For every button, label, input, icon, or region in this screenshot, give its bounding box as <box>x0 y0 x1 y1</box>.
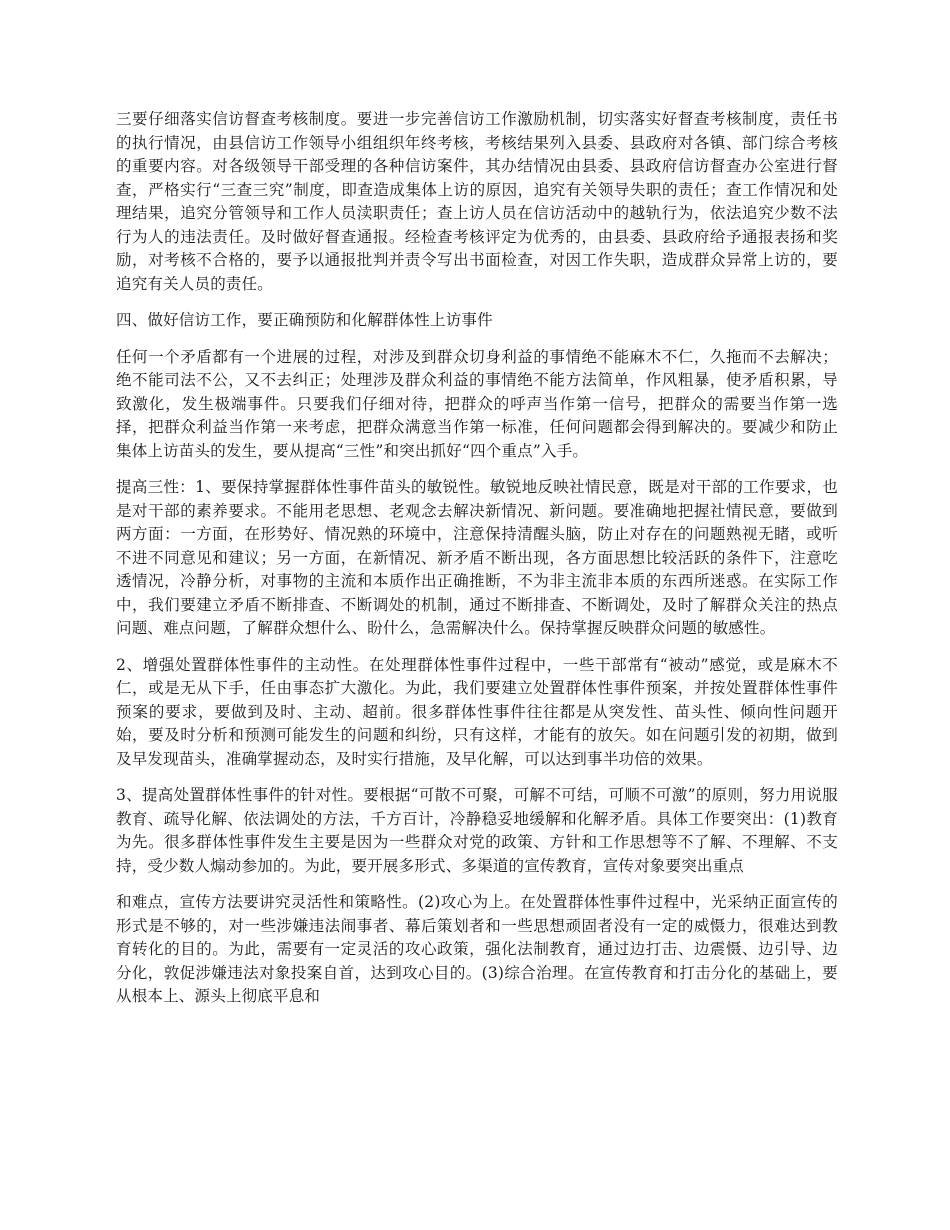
section-heading-four: 四、做好信访工作，要正确预防和化解群体性上访事件 <box>116 311 493 329</box>
paragraph-contradiction-process: 任何一个矛盾都有一个进展的过程，对涉及到群众切身利益的事情绝不能麻木不仁，久拖而不去解决；绝不能司法不公，又不去纠正；处理涉及群众利益的事情绝不能方法简单，作风粗暴，使矛盾积累，导致激化，发生极端事件。只要我们仔细对待，把群众的呼声当作第一信号，把群众的需要当作第一选择，把群众利益当作第一来考虑，把群众满意当作第一标准，任何问题都会得到解决的。要减少和防止集体上访苗头的发生，要从提高“三性”和突出抓好“四个重点”入手。 <box>116 347 838 460</box>
paragraph-supervision-system: 三要仔细落实信访督查考核制度。要进一步完善信访工作激励机制，切实落实好督查考核制度，责任书的执行情况，由县信访工作领导小组组织年终考核，考核结果列入县委、县政府对各镇、部门综合考核的重要内容。对各级领导干部受理的各种信访案件，其办结情况由县委、县政府信访督查办公室进行督查，严格实行“三查三究”制度，即查造成集体上访的原因，追究有关领导失职的责任；查工作情况和处理结果，追究分管领导和工作人员渎职责任；查上访人员在信访活动中的越轨行为，依法追究少数不法行为人的违法责任。及时做好督查通报。经检查考核评定为优秀的，由县委、县政府给予通报表扬和奖励，对考核不合格的，要予以通报批判并责令写出书面检查，对因工作失职，造成群众异常上访的，要追究有关人员的责任。 <box>116 110 838 293</box>
paragraph-sensitivity: 提高三性：1、要保持掌握群体性事件苗头的敏锐性。敏锐地反映社情民意，既是对干部的工作要求，也是对干部的素养要求。不能用老思想、老观念去解决新情况、新问题。要准确地把握社情民意，要做到两方面：一方面，在形势好、情况熟的环境中，注意保持清醒头脑，防止对存在的问题熟视无睹，或听不进不同意见和建议；另一方面，在新情况、新矛盾不断出现，各方面思想比较活跃的条件下，注意吃透情况，冷静分析，对事物的主流和本质作出正确推断，不为非主流非本质的东西所迷惑。在实际工作中，我们要建立矛盾不断排查、不断调处的机制，通过不断排查、不断调处，及时了解群众关注的热点问题、难点问题，了解群众想什么、盼什么，急需解决什么。保持掌握反映群众问题的敏感性。 <box>116 478 838 637</box>
document-body <box>116 108 838 1022</box>
paragraph-continuation: 和难点，宣传方法要讲究灵活性和策略性。(2)攻心为上。在处置群体性事件过程中，光采纳正面宣传的形式是不够的，对一些涉嫌违法闹事者、幕后策划者和一些思想顽固者没有一定的威慑力，很难达到教育转化的目的。为此，需要有一定灵活的攻心政策，强化法制教育，通过边打击、边震慑、边引导、边分化，敦促涉嫌违法对象投案自首，达到攻心目的。(3)综合治理。在宣传教育和打击分化的基础上，要从根本上、源头上彻底平息和 <box>116 893 838 1005</box>
paragraph-pertinence: 3、提高处置群体性事件的针对性。要根据“可散不可聚，可解不可结，可顺不可激”的原则，努力用说服教育、疏导化解、依法调处的方法，千方百计，冷静稳妥地缓解和化解矛盾。具体工作要突出：(1)教育为先。很多群体性事件发生主要是因为一些群众对党的政策、方针和工作思想等不了解、不理解、不支持，受少数人煽动参加的。为此，要开展多形式、多渠道的宣传教育，宣传对象要突出重点 <box>116 786 838 875</box>
paragraph-initiative: 2、增强处置群体性事件的主动性。在处理群体性事件过程中，一些干部常有“被动”感觉，或是麻木不仁，或是无从下手，任由事态扩大激化。为此，我们要建立处置群体性事件预案，并按处置群体性事件预案的要求，要做到及时、主动、超前。很多群体性事件往往都是从突发性、苗头性、倾向性问题开始，要及时分析和预测可能发生的问题和纠纷，只有这样，才能有的放矢。如在问题引发的初期，做到及早发现苗头，准确掌握动态，及时实行措施，及早化解，可以达到事半功倍的效果。 <box>116 655 838 768</box>
